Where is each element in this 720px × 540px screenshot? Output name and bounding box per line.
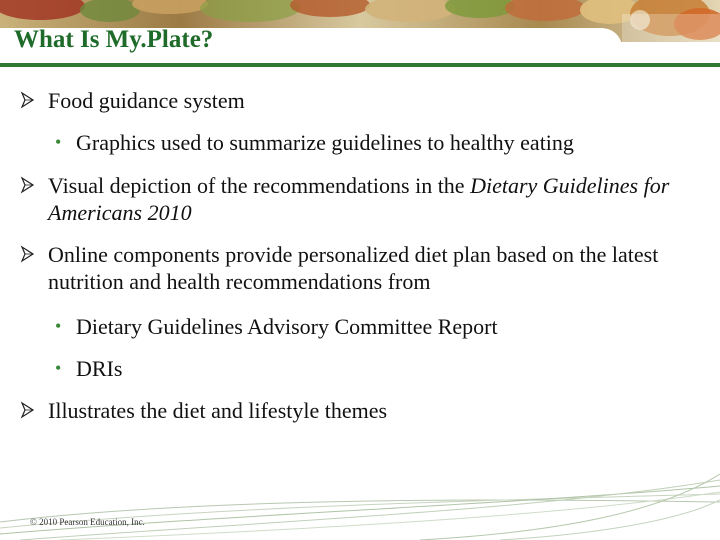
slide-title: What Is My.Plate?	[14, 26, 214, 53]
arrowhead-bullet-icon	[20, 399, 36, 419]
sub-bullet-text: DRIs	[76, 356, 123, 381]
title-divider	[0, 63, 720, 67]
sub-bullet-dot: •	[55, 132, 62, 152]
bullet-text	[48, 172, 698, 226]
sub-bullet-dot: •	[55, 316, 62, 336]
bullet-text-plain: Visual depiction of the recommendations in the	[48, 173, 471, 198]
arrowhead-bullet-icon	[20, 89, 36, 109]
sub-bullet-text: Graphics used to summarize guidelines to healthy eating	[76, 130, 574, 155]
bullet-text: Food guidance system	[48, 88, 245, 113]
sub-bullet-text: Dietary Guidelines Advisory Committee Report	[76, 314, 498, 339]
arrowhead-bullet-icon	[20, 243, 36, 263]
arrowhead-bullet-icon	[20, 174, 36, 194]
bullet-text: Online components provide personalized diet plan based on the latest nutrition and health recommendations from	[48, 242, 659, 294]
sub-bullet-dot: •	[55, 358, 62, 378]
copyright-notice: © 2010 Pearson Education, Inc.	[30, 517, 145, 527]
bullet-text: Illustrates the diet and lifestyle themes	[48, 398, 388, 423]
bullet-text-italic: Dietary Guidelines for Americans 2010	[48, 173, 670, 225]
